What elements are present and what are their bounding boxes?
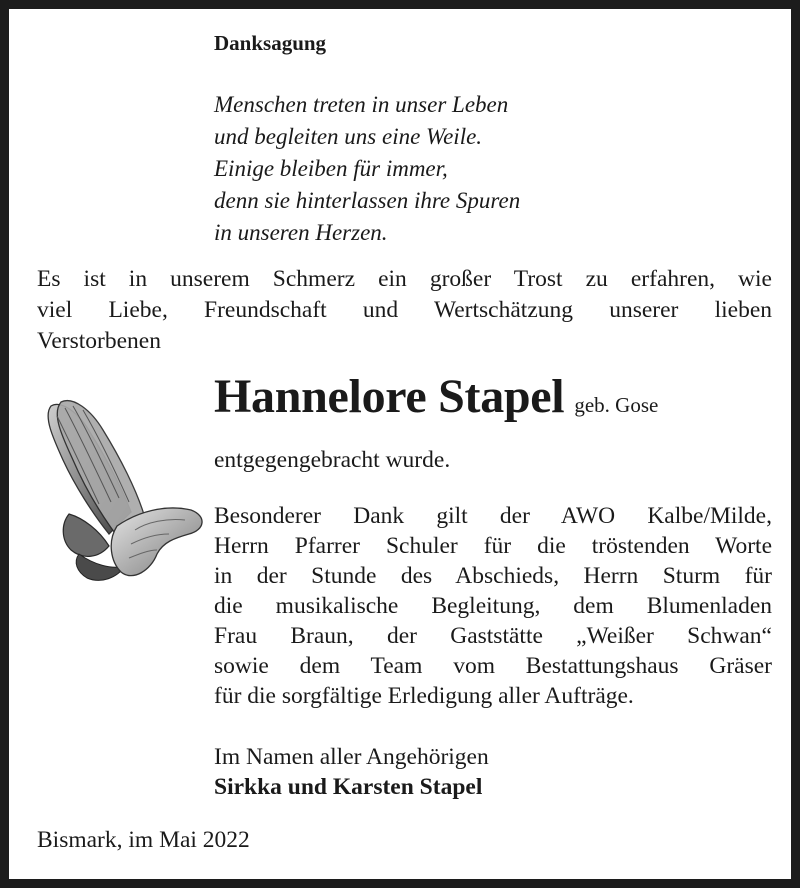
intro-line: Verstorbenen	[37, 328, 161, 354]
signature-intro: Im Namen aller Angehörigen	[214, 744, 489, 770]
thanks-line: in der Stunde des Abschieds, Herrn Sturm für	[214, 563, 772, 589]
signers: Sirkka und Karsten Stapel	[214, 774, 483, 800]
praying-hands-icon	[39, 394, 209, 594]
thanks-paragraph	[214, 501, 772, 711]
deceased-name: Hannelore Stapel	[214, 370, 565, 423]
poem-line: und begleiten uns eine Weile.	[214, 124, 483, 149]
poem-line: Einige bleiben für immer,	[214, 156, 448, 181]
thanks-line: Frau Braun, der Gaststätte „Weißer Schwan“	[214, 623, 772, 649]
thanks-line: Herrn Pfarrer Schuler für die tröstenden Worte	[214, 533, 772, 559]
poem	[214, 89, 520, 249]
notice-heading: Danksagung	[214, 31, 327, 55]
intro-line: Es ist in unserem Schmerz ein großer Trost zu erfahren, wie	[37, 266, 772, 292]
thanks-line: Besonderer Dank gilt der AWO Kalbe/Milde,	[214, 503, 772, 529]
after-name-text: entgegengebracht wurde.	[214, 447, 451, 473]
thanks-line: sowie dem Team vom Bestattungshaus Gräser	[214, 653, 772, 679]
poem-line: Menschen treten in unser Leben	[214, 92, 509, 117]
place-date: Bismark, im Mai 2022	[37, 827, 250, 853]
thanks-line: die musikalische Begleitung, dem Blumenladen	[214, 593, 772, 619]
deceased-name-row	[214, 369, 658, 424]
poem-line: in unseren Herzen.	[214, 220, 388, 245]
intro-line: viel Liebe, Freundschaft und Wertschätzung unserer lieben	[37, 297, 772, 323]
intro-paragraph	[37, 264, 772, 357]
birth-name: geb. Gose	[574, 393, 659, 417]
thanks-line: für die sorgfältige Erledigung aller Aufträge.	[214, 683, 634, 709]
poem-line: denn sie hinterlassen ihre Spuren	[214, 188, 521, 213]
